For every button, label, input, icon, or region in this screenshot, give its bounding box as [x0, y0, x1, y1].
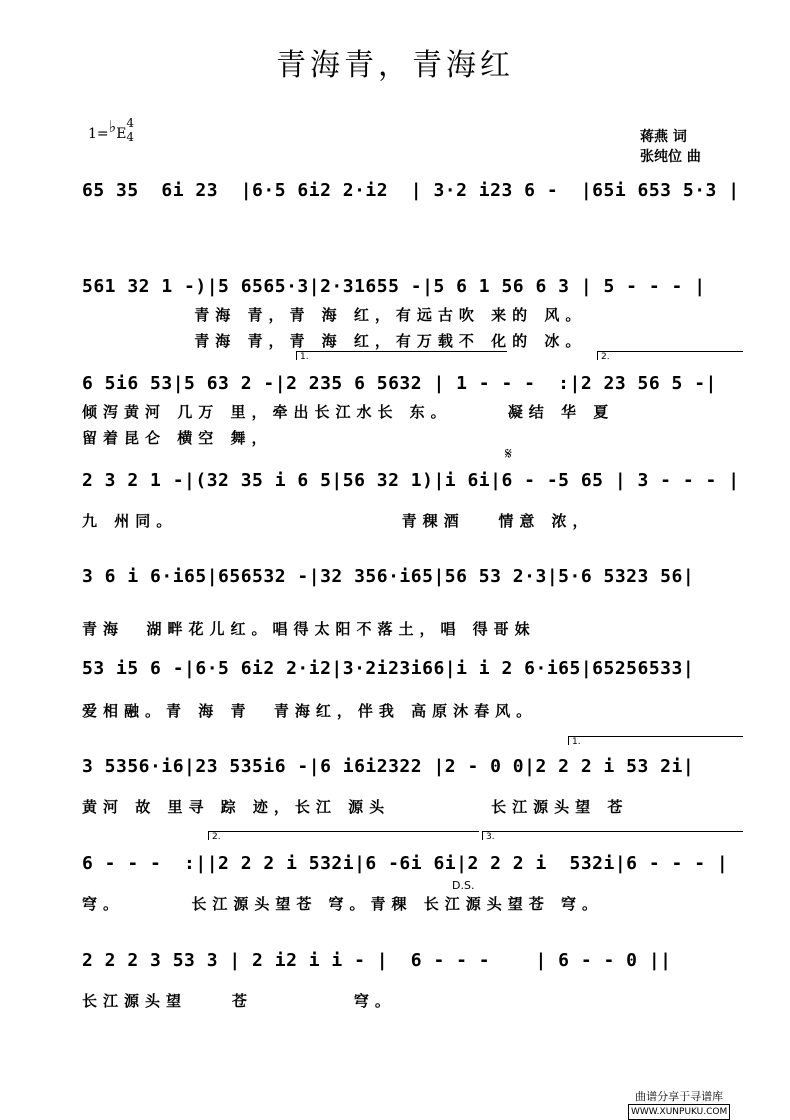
volta-2 — [208, 831, 479, 840]
volta-1-label: 1. — [300, 352, 309, 362]
volta-1-label: 1. — [572, 737, 581, 747]
watermark-text: 曲谱分享于寻谱库 — [635, 1090, 724, 1103]
volta-2-label: 2. — [212, 832, 221, 842]
watermark — [628, 1090, 730, 1120]
ds-mark: D.S. — [452, 879, 475, 892]
key-prefix: 1= — [88, 126, 109, 142]
notation: 53 i5 6 -|6·5 6i2 2·i2|3·2i23i66|i i 2 6·i65|65256533| — [82, 658, 695, 679]
notation: 6 - - - :||2 2 2 i 532i|6 -6i 6i|2 2 2 i 532i|6 - - - | — [82, 853, 729, 874]
key-signature — [88, 116, 135, 148]
notation: 3 5356·i6|23 535i6 -|6 i6i2322 |2 - 0 0|2 2 2 i 53 2i| — [82, 756, 695, 777]
lyric-verse-1: 青海 青，青 海 红，有远古吹 来的 风。 — [82, 306, 587, 324]
volta-3 — [482, 831, 743, 840]
song-title: 青海青，青海红 — [276, 48, 514, 83]
time-bottom: 4 — [126, 130, 135, 144]
notation: 3 6 i 6·i65|656532 -|32 356·i65|56 53 2·3|5·6 5323 56| — [82, 566, 695, 587]
lyric-verse-2: 留着昆仑 横空 舞， — [82, 429, 273, 447]
notation: 65 35 6i 23 |6·5 6i2 2·i2 | 3·2 i23 6 - |65i 653 5·3 | — [82, 180, 740, 201]
lyricist: 蒋燕 词 — [640, 129, 687, 145]
watermark-url: WWW.XUNPUKU.COM — [628, 1104, 730, 1120]
notation: 2 2 2 3 53 3 | 2 i2 i i - | 6 - - - | 6 - - 0 || — [82, 950, 672, 971]
flat-icon: ♭ — [108, 117, 117, 136]
lyric: 爱相融。青 海 青 青海红，伴我 高原沐春风。 — [82, 702, 538, 720]
lyric: 黄河 故 里寻 踪 迹，长江 源头 长江源头望 苍 — [82, 798, 629, 816]
credits — [640, 127, 701, 167]
lyric: 长江源头望 苍 穹。 — [82, 992, 396, 1010]
lyric-verse-2: 青海 青，青 海 红，有万载不 化的 冰。 — [82, 332, 587, 350]
composer: 张纯位 曲 — [640, 149, 701, 165]
notation: 561 32 1 -)|5 6565·3|2·31655 -|5 6 1 56 6 3 | 5 - - - | — [82, 276, 706, 297]
volta-3-label: 3. — [486, 832, 495, 842]
segno-icon: 𝄋 — [505, 444, 512, 463]
volta-2 — [597, 351, 743, 360]
lyric: 穹。 长江源头望苍 穹。青稞 长江源头望苍 穹。 — [82, 895, 604, 913]
lyric: 九 州同。 青稞酒 情意 浓， — [82, 512, 594, 530]
key-tonic: E — [116, 126, 127, 142]
time-top: 4 — [126, 116, 135, 130]
lyric: 青海 湖畔花儿红。唱得太阳不落土，唱 得哥妹 — [82, 620, 536, 638]
lyric-verse-1: 倾泻黄河 几万 里，牵出长江水长 东。 凝结 华 夏 — [82, 403, 615, 421]
notation: 6 5i6 53|5 63 2 -|2 235 6 5632 | 1 - - - :|2 23 56 5 -| — [82, 373, 717, 394]
volta-1 — [296, 351, 507, 360]
volta-2-label: 2. — [601, 352, 610, 362]
volta-1 — [568, 736, 743, 745]
notation: 2 3 2 1 -|(32 35 i 6 5|56 32 1)|i 6i|6 - -5 65 | 3 - - - | — [82, 470, 740, 491]
time-signature — [126, 116, 134, 144]
